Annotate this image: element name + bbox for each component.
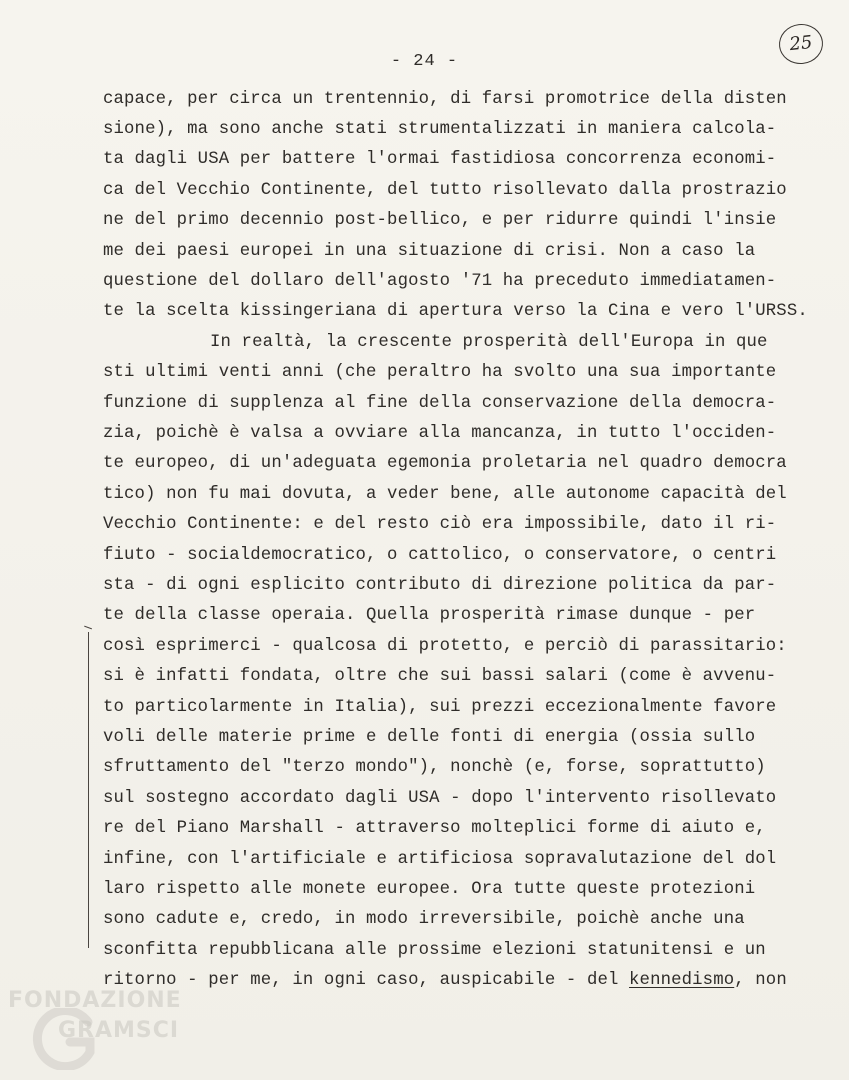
underlined-word: kennedismo [629, 971, 735, 990]
watermark-line1: FONDAZIONE [8, 988, 182, 1013]
text-line: te della classe operaia. Quella prosperità rimase dunque - per [103, 606, 756, 625]
archive-number-stamp: 25 [777, 22, 825, 66]
text-line: ne del primo decennio post-bellico, e per ridurre quindi l'insie [103, 211, 777, 230]
text-line: sono cadute e, credo, in modo irreversibile, poichè anche una [103, 910, 745, 929]
fondazione-gramsci-watermark [8, 988, 218, 1068]
text-line: fiuto - socialdemocratico, o cattolico, o conservatore, o centri [103, 546, 777, 565]
text-line: laro rispetto alle monete europee. Ora tutte queste protezioni [103, 880, 756, 899]
text-line: ca del Vecchio Continente, del tutto risollevato dalla prostrazio [103, 181, 787, 200]
text-line: to particolarmente in Italia), sui prezzi eccezionalmente favore [103, 698, 777, 717]
text-line: sione), ma sono anche stati strumentalizzati in maniera calcola- [103, 120, 777, 139]
text-line: sta - di ogni esplicito contributo di direzione politica da par- [103, 576, 777, 595]
text-line: In realtà, la crescente prosperità dell'Europa in que [210, 333, 768, 352]
text-line: te la scelta kissingeriana di apertura verso la Cina e vero l'URSS. [103, 302, 808, 321]
text-line: te europeo, di un'adeguata egemonia proletaria nel quadro democra [103, 454, 787, 473]
text-line: re del Piano Marshall - attraverso molteplici forme di aiuto e, [103, 819, 766, 838]
text-line: infine, con l'artificiale e artificiosa sopravalutazione del dol [103, 850, 777, 869]
margin-tick-mark [84, 626, 92, 630]
text-line: sfruttamento del "terzo mondo"), nonchè (e, forse, soprattutto) [103, 758, 766, 777]
text-line: Vecchio Continente: e del resto ciò era impossibile, dato il ri- [103, 515, 777, 534]
text-line: capace, per circa un trentennio, di farsi promotrice della disten [103, 90, 787, 109]
text-line: zia, poichè è valsa a ovviare alla mancanza, in tutto l'occiden- [103, 424, 777, 443]
text-line: tico) non fu mai dovuta, a veder bene, alle autonome capacità del [103, 485, 787, 504]
text-line: sti ultimi venti anni (che peraltro ha svolto una sua importante [103, 363, 777, 382]
text-line: voli delle materie prime e delle fonti di energia (ossia sullo [103, 728, 756, 747]
margin-annotation-bar [88, 632, 89, 948]
text-line: ta dagli USA per battere l'ormai fastidiosa concorrenza economi- [103, 150, 777, 169]
text-line: sul sostegno accordato dagli USA - dopo l'intervento risollevato [103, 789, 777, 808]
text-line: ritorno - per me, in ogni caso, auspicabile - del kennedismo, non [103, 971, 787, 990]
text-line: così esprimerci - qualcosa di protetto, e perciò di parassitario: [103, 637, 787, 656]
text-line: si è infatti fondata, oltre che sui bassi salari (come è avvenu- [103, 667, 777, 686]
watermark-line2: GRAMSCI [58, 1018, 180, 1043]
text-line: me dei paesi europei in una situazione di crisi. Non a caso la [103, 242, 756, 261]
text-line: sconfitta repubblicana alle prossime elezioni statunitensi e un [103, 941, 766, 960]
text-line: questione del dollaro dell'agosto '71 ha preceduto immediatamen- [103, 272, 777, 291]
page-number: - 24 - [390, 52, 459, 71]
text-line: funzione di supplenza al fine della conservazione della democra- [103, 394, 777, 413]
